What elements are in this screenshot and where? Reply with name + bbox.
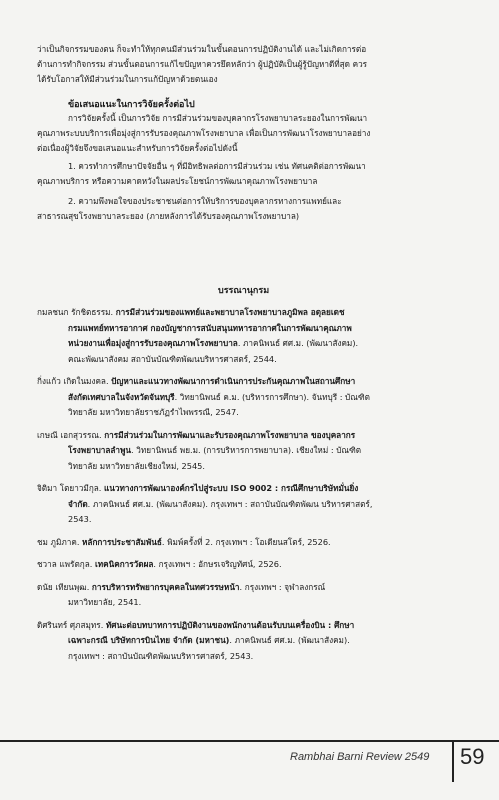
reference-line [68,498,470,511]
reference-title: สังกัดเทศบาลในจังหวัดจันทบุรี [68,391,175,402]
journal-name: Rambhai Barni Review 2549 [290,751,430,763]
paragraph-line: ต่อเนื่องผู้วิจัยจึงขอเสนอแนะสำหรับการวิจัยครั้งต่อไปดังนี้ [37,143,238,153]
reference-title: แนวทางการพัฒนาองค์กรไปสู่ระบบ ISO 9002 : กรณีศึกษาบริษัทมั่นยิ่ง [104,483,359,493]
suggestion-line: สาธารณสุขโรงพยาบาลระยอง (ภายหลังการได้รับรองคุณภาพโรงพยาบาล) [37,211,300,221]
reference-first-line [37,536,470,549]
reference-title: โรงพยาบาลลำพูน [68,445,132,455]
suggestion-line: คุณภาพบริการ หรือความคาดหวังในผลประโยชน์การพัฒนาคุณภาพโรงพยาบาล [37,176,318,186]
reference-text: . กรุงเทพฯ : จุฬาลงกรณ์ [239,581,326,592]
reference-line [68,460,470,473]
footer-divider [452,742,454,782]
reference-line [68,650,470,663]
reference-first-line [37,558,470,571]
reference-text: . วิทยานิพนธ์ ค.ม. (บริหารการศึกษา). จันทบุรี : บัณฑิต [174,391,370,402]
reference-text: ดิศรินทร์ ศุภสมุทร. [37,619,106,630]
reference-first-line [37,482,470,495]
reference-line [68,444,470,457]
footer-rule [0,740,499,742]
reference-text: ชม ภูมิภาค. [37,536,83,547]
reference-title: เทคนิคการวัดผล [94,559,154,569]
reference-text: มหาวิทยาลัย, 2541. [68,597,142,607]
reference-text: วิทยาลัย มหาวิทยาลัยราชภัฏรำไพพรรณี, 2547. [68,407,239,417]
reference-first-line [37,306,470,319]
reference-line [68,353,470,366]
reference-text: จิติมา โตยาวมีกุล. [37,483,104,493]
reference-title: การมีส่วนร่วมของแพทย์และพยาบาลโรงพยาบาลภูมิพล อดุลยเดช [115,307,345,317]
reference-title: ทัศนะต่อบทบาทการปฏิบัติงานของพนักงานต้อนรับบนเครื่องบิน : ศึกษา [105,619,355,630]
reference-title: หลักการประชาสัมพันธ์ [82,536,162,547]
reference-title: ปัญหาและแนวทางพัฒนาการดำเนินการประกันคุณภาพในสถานศึกษา [111,376,356,386]
reference-first-line [37,619,470,632]
reference-title: จำกัด [68,498,88,509]
reference-text: กมลชนก รักชิตธรรม. [37,307,116,317]
intro-line: ว่าเป็นกิจกรรมของตน ก็จะทำให้ทุกคนมีส่วนร่วมในขั้นตอนการปฏิบัติงานได้ และไม่เกิดการต่อ [37,44,367,54]
section-heading: ข้อเสนอแนะในการวิจัยครั้งต่อไป [68,100,195,110]
reference-line [68,406,470,419]
paragraph-line: การวิจัยครั้งนี้ เป็นการวิจัย การมีส่วนร่วมของบุคลากรโรงพยาบาลระยองในการพัฒนา [68,113,368,123]
reference-first-line [37,581,470,594]
reference-first-line [37,375,470,388]
bibliography-title: บรรณานุกรม [218,286,270,296]
suggestion-line: 2. ความพึงพอใจของประชาชนต่อการให้บริการของบุคลากรทางการแพทย์และ [68,196,342,206]
reference-line [68,337,470,350]
reference-text: . พิมพ์ครั้งที่ 2. กรุงเทพฯ : โอเดียนสโตร์, 2526. [161,536,331,547]
reference-text: คณะพัฒนาสังคม สถาบันบัณฑิตพัฒนบริหารศาสตร์, 2544. [68,353,277,364]
reference-text: วิทยาลัย มหาวิทยาลัยเชียงใหม่, 2545. [68,460,205,471]
reference-text: กิ่งแก้ว เกิดในมงคล. [37,376,112,386]
reference-line [68,634,470,647]
paragraph-line: คุณภาพระบบบริการเพื่อมุ่งสู่การรับรองคุณภาพโรงพยาบาล เพื่อเป็นการพัฒนาโรงพยาบาลอย่าง [37,128,371,138]
reference-line [68,513,470,526]
reference-title: หน่วยงานเพื่อมุ่งสู่การรับรองคุณภาพโรงพยาบาล [68,338,238,348]
suggestion-line: 1. ควรทำการศึกษาปัจจัยอื่น ๆ ที่มีอิทธิพลต่อการมีส่วนร่วม เช่น ทัศนคติต่อการพัฒนา [68,161,366,171]
reference-text: กรุงเทพฯ : สถาบันบัณฑิตพัฒนบริหารศาสตร์, 2543. [68,650,254,661]
reference-text: . กรุงเทพฯ : อักษรเจริญทัศน์, 2526. [153,559,282,569]
page-number: 59 [460,744,485,769]
reference-text: ชวาล แพรัตกุล. [37,559,95,569]
reference-title: กรมแพทย์ทหารอากาศ กองบัญชาการสนับสนุนทหารอากาศในการพัฒนาคุณภาพ [68,322,352,333]
reference-first-line [37,429,470,442]
reference-title: การมีส่วนร่วมในการพัฒนาและรับรองคุณภาพโรงพยาบาล ของบุคลากร [104,429,356,440]
reference-text: 2543. [68,514,92,524]
reference-line [68,596,470,609]
reference-line [68,322,470,335]
reference-title: เฉพาะกรณี บริษัทการบินไทย จำกัด (มหาชน) [68,635,230,645]
reference-text: . ภาคนิพนธ์ ศศ.ม. (พัฒนาสังคม). [237,338,359,348]
intro-line: ได้รับโอกาสให้มีส่วนร่วมในการแก้ปัญหาด้วยตนเอง [37,74,218,84]
reference-text: . วิทยานิพนธ์ พย.ม. (การบริหารการพยาบาล). เชียงใหม่ : บัณฑิต [131,445,362,455]
intro-line: ต้านการทำกิจกรรม ส่วนขั้นตอนการแก้ไขปัญหาควรยึดหลักว่า ผู้ปฏิบัติเป็นผู้รู้ปัญหาดีที่สุด ควร [37,59,368,69]
reference-text: ดนัย เทียนพุฒ. [37,581,92,592]
reference-text: . ภาคนิพนธ์ ศศ.ม. (พัฒนาสังคม). [229,635,350,645]
reference-text: . ภาคนิพนธ์ ศศ.ม. (พัฒนาสังคม). กรุงเทพฯ : สถาบันบัณฑิตพัฒน บริหารศาสตร์, [87,498,373,509]
reference-title: การบริหารทรัพยากรบุคคลในทศวรรษหน้า [91,581,240,592]
reference-text: เกษณี เอกสุวรรณ. [37,429,105,440]
reference-line [68,391,470,404]
